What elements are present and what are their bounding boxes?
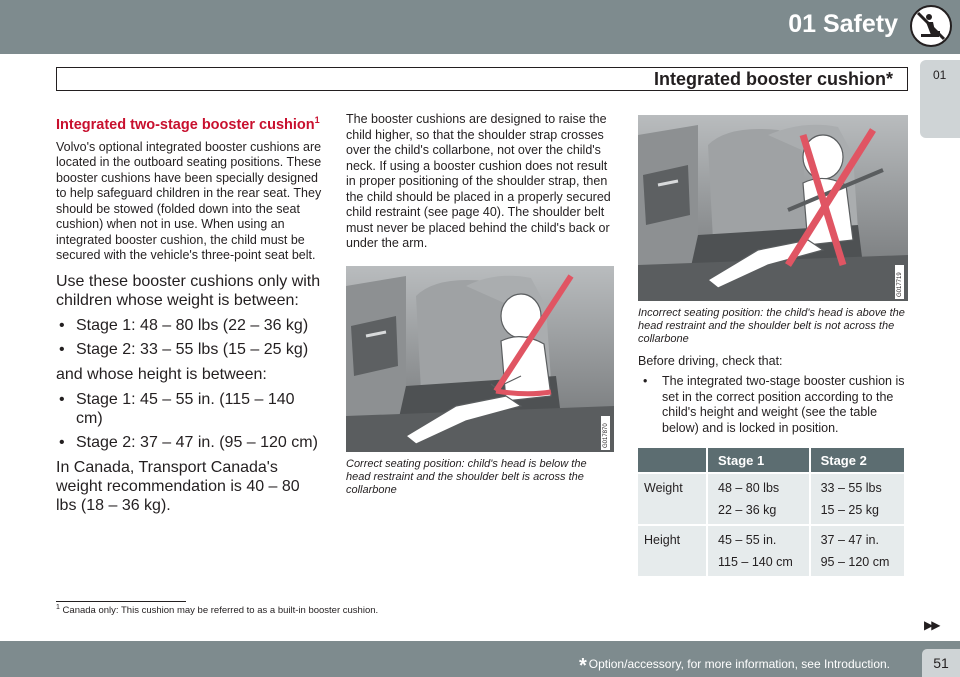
table-header-row	[638, 448, 904, 472]
header-bar	[0, 0, 960, 54]
footer-bar	[0, 641, 960, 677]
footnote-marker: 1	[56, 604, 60, 611]
next-page-arrow-icon[interactable]: ▶▶	[924, 618, 939, 632]
canada-note: In Canada, Transport Canada's weight recommendation is 40 – 80 lbs (18 – 36 kg).	[56, 458, 300, 514]
check-intro: Before driving, check that:	[638, 354, 783, 368]
table-header-stage-1: Stage 1	[708, 448, 809, 472]
cell-value: 48 – 80 lbs	[718, 481, 780, 495]
footer-note-text: Option/accessory, for more information, see Introduction.	[588, 657, 890, 671]
table-cell	[708, 526, 809, 576]
correct-caption: Correct seating position: child's head is below the head restraint and the shoulder belt is across the collarbone	[346, 457, 587, 496]
table-header-stage-2: Stage 2	[811, 448, 904, 472]
height-intro: and whose height is between:	[56, 365, 267, 383]
chapter-title: 01 Safety	[788, 10, 898, 38]
footer-note	[578, 651, 890, 677]
cell-value: 15 – 25 kg	[820, 503, 879, 517]
footnote-ref[interactable]: 1	[314, 115, 320, 125]
intro-paragraph: Volvo's optional integrated booster cushions are located in the outboard seating positions. These booster cushions have been specially designed to help safeguard children in the rear seat. They should be stowed (folded down into the seat cushion) when not in use. When using an integrated booster cushion, the child must be secured with the vehicle's three-point seat belt.	[56, 139, 322, 263]
page-number: 51	[922, 649, 960, 677]
incorrect-caption: Incorrect seating position: the child's head is above the head restraint and the shoulder belt is not across the collarbone	[638, 307, 905, 345]
weight-intro: Use these booster cushions only with children whose weight is between:	[56, 272, 321, 309]
column-3	[638, 112, 908, 578]
cell-value: 45 – 55 in.	[718, 533, 777, 547]
list-item: • Stage 1: 48 – 80 lbs (22 – 36 kg)	[59, 316, 309, 334]
list-item: • Stage 2: 33 – 55 lbs (15 – 25 kg)	[59, 340, 309, 358]
table-row	[638, 526, 904, 576]
check-list	[638, 374, 908, 436]
booster-description: The booster cushions are designed to raise the child higher, so that the shoulder strap crosses over the child's collarbone, not over the child's neck. If using a booster cushion does not result in proper positioning of the shoulder strap, then the child should be placed in a properly secured child restraint (see page 40). The shoulder belt must never be placed behind the child's back or under the arm.	[346, 112, 611, 250]
column-1	[56, 112, 322, 521]
table-header-empty	[638, 448, 706, 472]
section-header	[56, 67, 908, 91]
correct-seating-image	[346, 266, 614, 452]
list-item: • The integrated two-stage booster cushion is set in the correct position according to the child's height and weight (see the table below) and is locked in position.	[643, 374, 905, 435]
footnote-divider	[56, 601, 186, 602]
list-item: • Stage 1: 45 – 55 in. (115 – 140 cm)	[59, 390, 295, 427]
height-stage-1: Stage 1: 45 – 55 in. (115 – 140 cm)	[76, 390, 295, 427]
weight-stage-1: Stage 1: 48 – 80 lbs (22 – 36 kg)	[76, 316, 309, 334]
table-cell	[811, 526, 904, 576]
cell-value: 22 – 36 kg	[718, 503, 777, 517]
footnote-text: Canada only: This cushion may be referred to as a built-in booster cushion.	[62, 605, 379, 617]
image-code: G017870	[603, 422, 609, 448]
footnote	[56, 604, 378, 616]
weight-list	[56, 316, 322, 359]
cell-value: 115 – 140 cm	[718, 555, 793, 569]
incorrect-position-illustration	[638, 115, 908, 301]
correct-position-illustration	[346, 266, 614, 452]
height-stage-2: Stage 2: 37 – 47 in. (95 – 120 cm)	[76, 433, 318, 451]
column-2	[346, 112, 614, 497]
airbag-warning-icon	[909, 4, 953, 48]
cell-value: 33 – 55 lbs	[820, 481, 882, 495]
table-cell	[811, 474, 904, 524]
heading-text: Integrated two-stage booster cushion	[56, 116, 315, 133]
row-label-height: Height	[638, 526, 706, 576]
incorrect-seating-image	[638, 115, 908, 301]
table-cell	[708, 474, 809, 524]
cell-value: 95 – 120 cm	[820, 555, 890, 569]
section-title: Integrated booster cushion*	[653, 69, 893, 89]
table-row	[638, 474, 904, 524]
image-code: G017719	[897, 272, 903, 297]
check-item-text: The integrated two-stage booster cushion is set in the correct position according to the child's height and weight (see the table below) and is locked in position.	[662, 374, 905, 435]
height-list	[56, 390, 322, 452]
section-heading	[56, 112, 322, 134]
list-item: • Stage 2: 37 – 47 in. (95 – 120 cm)	[59, 433, 318, 451]
chapter-tab[interactable]	[920, 60, 960, 138]
option-star: *	[578, 655, 587, 677]
row-label-weight: Weight	[638, 474, 706, 524]
chapter-tab-label: 01	[933, 68, 947, 82]
weight-stage-2: Stage 2: 33 – 55 lbs (15 – 25 kg)	[76, 340, 309, 358]
cell-value: 37 – 47 in.	[820, 533, 879, 547]
stage-table	[636, 446, 906, 578]
